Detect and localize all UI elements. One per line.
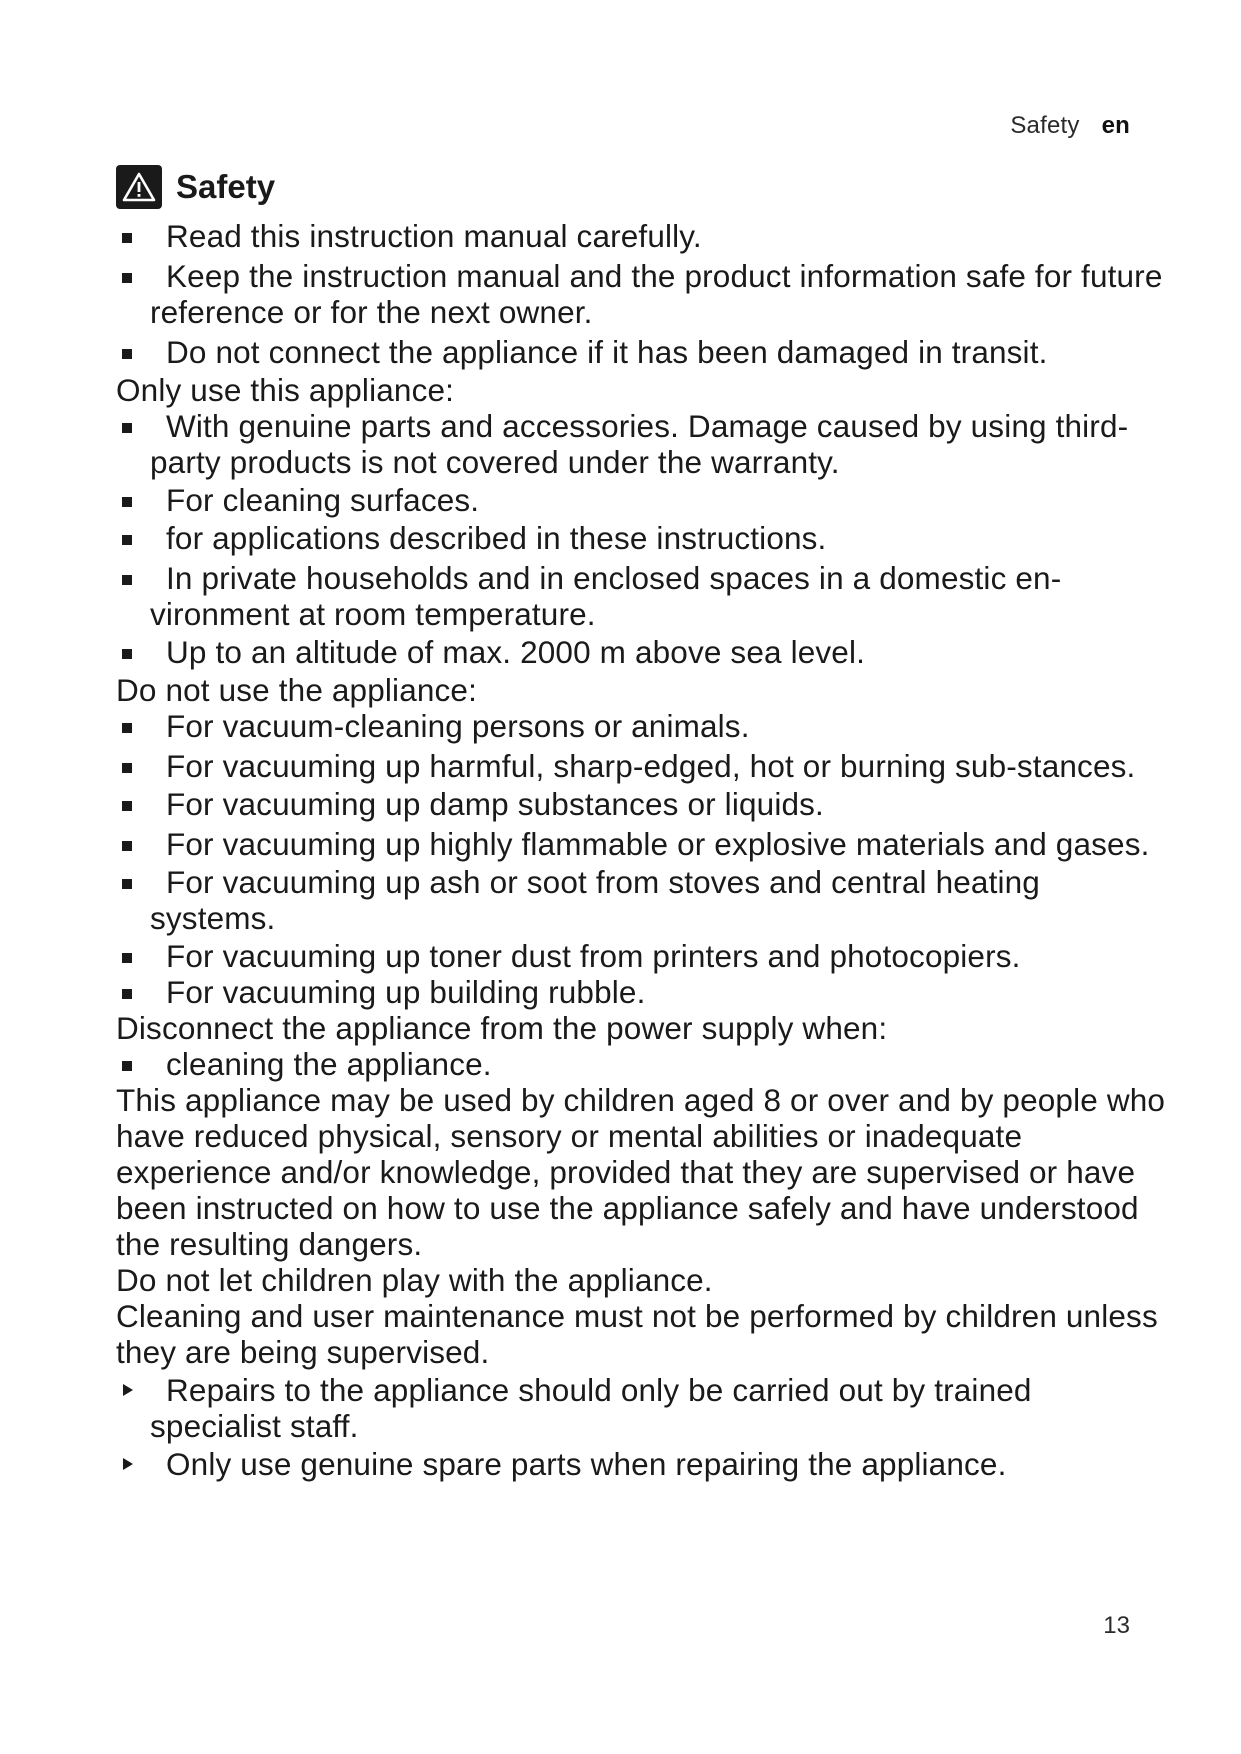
section-title — [116, 160, 1166, 214]
paragraph: Disconnect the appliance from the power supply when: — [116, 1010, 888, 1046]
bullet-square-icon — [122, 1061, 132, 1071]
list-item: Do not connect the appliance if it has been damaged in transit. — [116, 334, 1166, 370]
page-number: 13 — [1103, 1612, 1130, 1639]
list-item: For cleaning surfaces. — [116, 482, 1166, 518]
bullet-square-icon — [122, 763, 132, 773]
paragraph: Cleaning and user maintenance must not be performed by children unless they are being supervised. — [116, 1298, 1158, 1370]
bullet-square-icon — [122, 649, 132, 659]
header-section: Safety — [1010, 112, 1080, 139]
bullet-arrow-icon — [123, 1458, 133, 1470]
list-item: For vacuuming up highly flammable or explosive materials and gases. — [116, 826, 1166, 862]
bullet-square-icon — [122, 801, 132, 811]
bullet-square-icon — [122, 989, 132, 999]
list-item: For vacuuming up toner dust from printers and photocopiers. — [116, 938, 1166, 974]
bullet-square-icon — [122, 953, 132, 963]
paragraph: Do not use the appliance: — [116, 672, 478, 708]
bullet-square-icon — [122, 879, 132, 889]
bullet-arrow-icon — [123, 1384, 133, 1396]
bullet-square-icon — [122, 497, 132, 507]
bullet-square-icon — [122, 575, 132, 585]
list-item: For vacuum-cleaning persons or animals. — [116, 708, 1166, 744]
running-header — [1010, 112, 1130, 140]
list-item: For vacuuming up damp substances or liquids. — [116, 786, 1166, 822]
list-item: With genuine parts and accessories. Damage caused by using third-party products is not covered under the warranty. — [116, 408, 1166, 480]
list-item: Read this instruction manual carefully. — [116, 218, 1166, 254]
bullet-square-icon — [122, 723, 132, 733]
list-item: For vacuuming up harmful, sharp-edged, hot or burning sub-stances. — [116, 748, 1166, 784]
list-item: Up to an altitude of max. 2000 m above sea level. — [116, 634, 1166, 670]
paragraph: Only use this appliance: — [116, 372, 455, 408]
header-language: en — [1101, 112, 1130, 139]
bullet-square-icon — [122, 535, 132, 545]
section-title-text: Safety — [176, 168, 276, 205]
list-item: For vacuuming up building rubble. — [116, 974, 1166, 1010]
safety-section — [116, 160, 1166, 1482]
list-item: Repairs to the appliance should only be carried out by trained specialist staff. — [116, 1372, 1166, 1444]
list-item: for applications described in these instructions. — [116, 520, 1166, 556]
bullet-square-icon — [122, 233, 132, 243]
bullet-square-icon — [122, 273, 132, 283]
paragraph: This appliance may be used by children aged 8 or over and by people who have reduced physical, sensory or mental abilities or inadequate experience and/or knowledge, provided that they are supervised or have been instructed on how to use the appliance safely and have understood the resulting dangers. — [116, 1082, 1166, 1262]
list-item: Only use genuine spare parts when repairing the appliance. — [116, 1446, 1166, 1482]
list-item: cleaning the appliance. — [116, 1046, 1166, 1082]
bullet-square-icon — [122, 349, 132, 359]
bullet-square-icon — [122, 423, 132, 433]
paragraph: Do not let children play with the appliance. — [116, 1262, 713, 1298]
list-item: For vacuuming up ash or soot from stoves and central heating systems. — [116, 864, 1166, 936]
warning-icon — [116, 165, 162, 209]
list-item: In private households and in enclosed spaces in a domestic en-vironment at room temperature. — [116, 560, 1166, 632]
bullet-square-icon — [122, 841, 132, 851]
list-item: Keep the instruction manual and the product information safe for future reference or for the next owner. — [116, 258, 1166, 330]
